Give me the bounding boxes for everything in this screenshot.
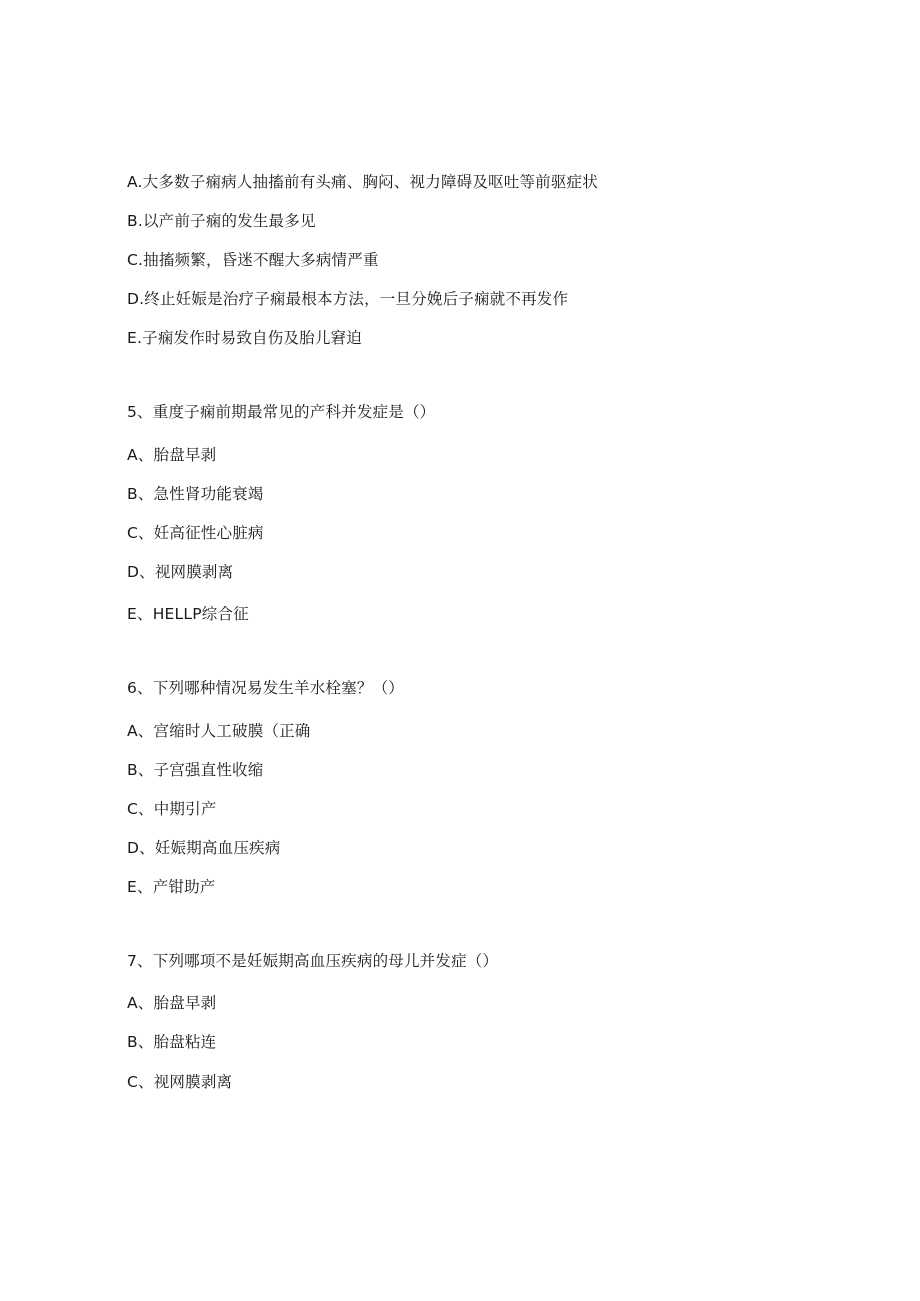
option-d: D.终止妊娠是治疗子痫最根本方法，一旦分娩后子痫就不再发作 [127, 290, 569, 308]
q6-option-e: E、产钳助产 [127, 878, 216, 896]
question-6-stem: 6、下列哪种情况易发生羊水栓塞？（） [127, 679, 404, 697]
option-b: B.以产前子痫的发生最多见 [127, 212, 316, 230]
q6-option-b: B、子宫强直性收缩 [127, 761, 264, 779]
q7-option-b: B、胎盘粘连 [127, 1033, 217, 1051]
q5-option-e: E、HELLP综合征 [127, 605, 249, 623]
q5-option-c: C、妊高征性心脏病 [127, 524, 264, 542]
question-7-stem: 7、下列哪项不是妊娠期高血压疾病的母儿并发症（） [127, 952, 499, 970]
q5-option-b: B、急性肾功能衰竭 [127, 485, 264, 503]
q6-option-a: A、宫缩时人工破膜（正确 [127, 722, 311, 740]
question-5-stem: 5、重度子痫前期最常见的产科并发症是（） [127, 403, 436, 421]
option-e: E.子痫发作时易致自伤及胎儿窘迫 [127, 329, 362, 347]
option-c: C.抽搐频繁，昏迷不醒大多病情严重 [127, 251, 379, 269]
q5-option-d: D、视网膜剥离 [127, 563, 234, 581]
option-a: A.大多数子痫病人抽搐前有头痛、胸闷、视力障碍及呕吐等前驱症状 [127, 173, 598, 191]
q6-option-c: C、中期引产 [127, 800, 217, 818]
q6-option-d: D、妊娠期高血压疾病 [127, 839, 281, 857]
q7-option-a: A、胎盘早剥 [127, 994, 217, 1012]
q5-option-a: A、胎盘早剥 [127, 446, 217, 464]
q7-option-c: C、视网膜剥离 [127, 1073, 233, 1091]
